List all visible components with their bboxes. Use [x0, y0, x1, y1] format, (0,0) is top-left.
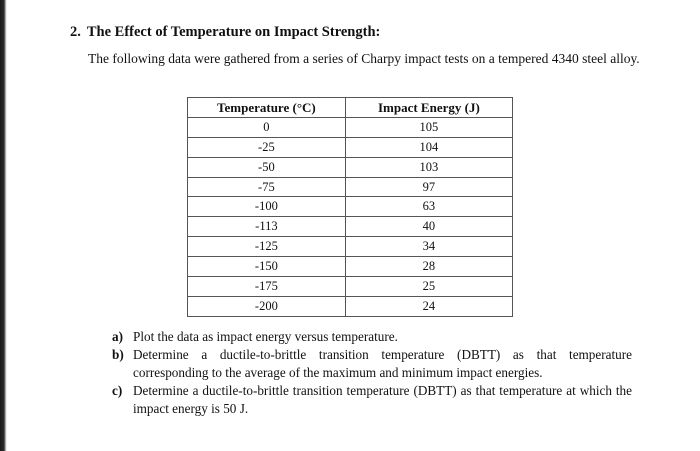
temperature-cell: 0	[188, 117, 346, 137]
temperature-cell: -150	[188, 257, 346, 277]
question-item-a	[112, 328, 632, 346]
impact-energy-cell: 25	[345, 277, 512, 297]
temperature-column-header: Temperature (°C)	[188, 98, 346, 118]
table-row	[188, 157, 513, 177]
impact-energy-cell: 105	[345, 117, 512, 137]
question-marker: c)	[112, 383, 123, 398]
impact-energy-cell: 34	[345, 237, 512, 257]
table-row	[188, 277, 513, 297]
question-marker: a)	[112, 329, 123, 344]
impact-energy-cell: 24	[345, 296, 512, 316]
temperature-cell: -75	[188, 177, 346, 197]
table-row	[188, 257, 513, 277]
question-text: Plot the data as impact energy versus temperature.	[133, 329, 398, 344]
impact-energy-cell: 63	[345, 197, 512, 217]
impact-energy-cell: 28	[345, 257, 512, 277]
question-text: Determine a ductile-to-brittle transition temperature (DBTT) as that temperature corresponding to the average of the maximum and minimum impact energies.	[133, 347, 632, 380]
table-row	[188, 217, 513, 237]
table-row	[188, 137, 513, 157]
temperature-cell: -113	[188, 217, 346, 237]
impact-energy-cell: 97	[345, 177, 512, 197]
table-row	[188, 197, 513, 217]
question-marker: b)	[112, 347, 124, 362]
impact-energy-cell: 40	[345, 217, 512, 237]
impact-energy-column-header: Impact Energy (J)	[345, 98, 512, 118]
temperature-cell: -175	[188, 277, 346, 297]
temperature-cell: -125	[188, 237, 346, 257]
impact-data-table	[187, 97, 513, 317]
question-item-b	[112, 346, 632, 382]
problem-intro: The following data were gathered from a series of Charpy impact tests on a tempered 4340 steel alloy.	[88, 51, 640, 66]
problem-title: The Effect of Temperature on Impact Strength:	[86, 24, 381, 40]
table-row	[188, 177, 513, 197]
question-item-c	[112, 382, 632, 418]
question-text: Determine a ductile-to-brittle transition temperature (DBTT) as that temperature at which the impact energy is 50 J.	[133, 383, 632, 416]
impact-energy-cell: 104	[345, 137, 512, 157]
temperature-cell: -100	[188, 197, 346, 217]
table-row	[188, 117, 513, 137]
problem-heading	[70, 24, 380, 41]
table-row	[188, 296, 513, 316]
question-list	[112, 328, 632, 418]
table-header-row	[188, 98, 513, 118]
temperature-cell: -25	[188, 137, 346, 157]
table-row	[188, 237, 513, 257]
temperature-cell: -200	[188, 296, 346, 316]
impact-energy-cell: 103	[345, 157, 512, 177]
temperature-cell: -50	[188, 157, 346, 177]
problem-number: 2.	[70, 24, 81, 40]
